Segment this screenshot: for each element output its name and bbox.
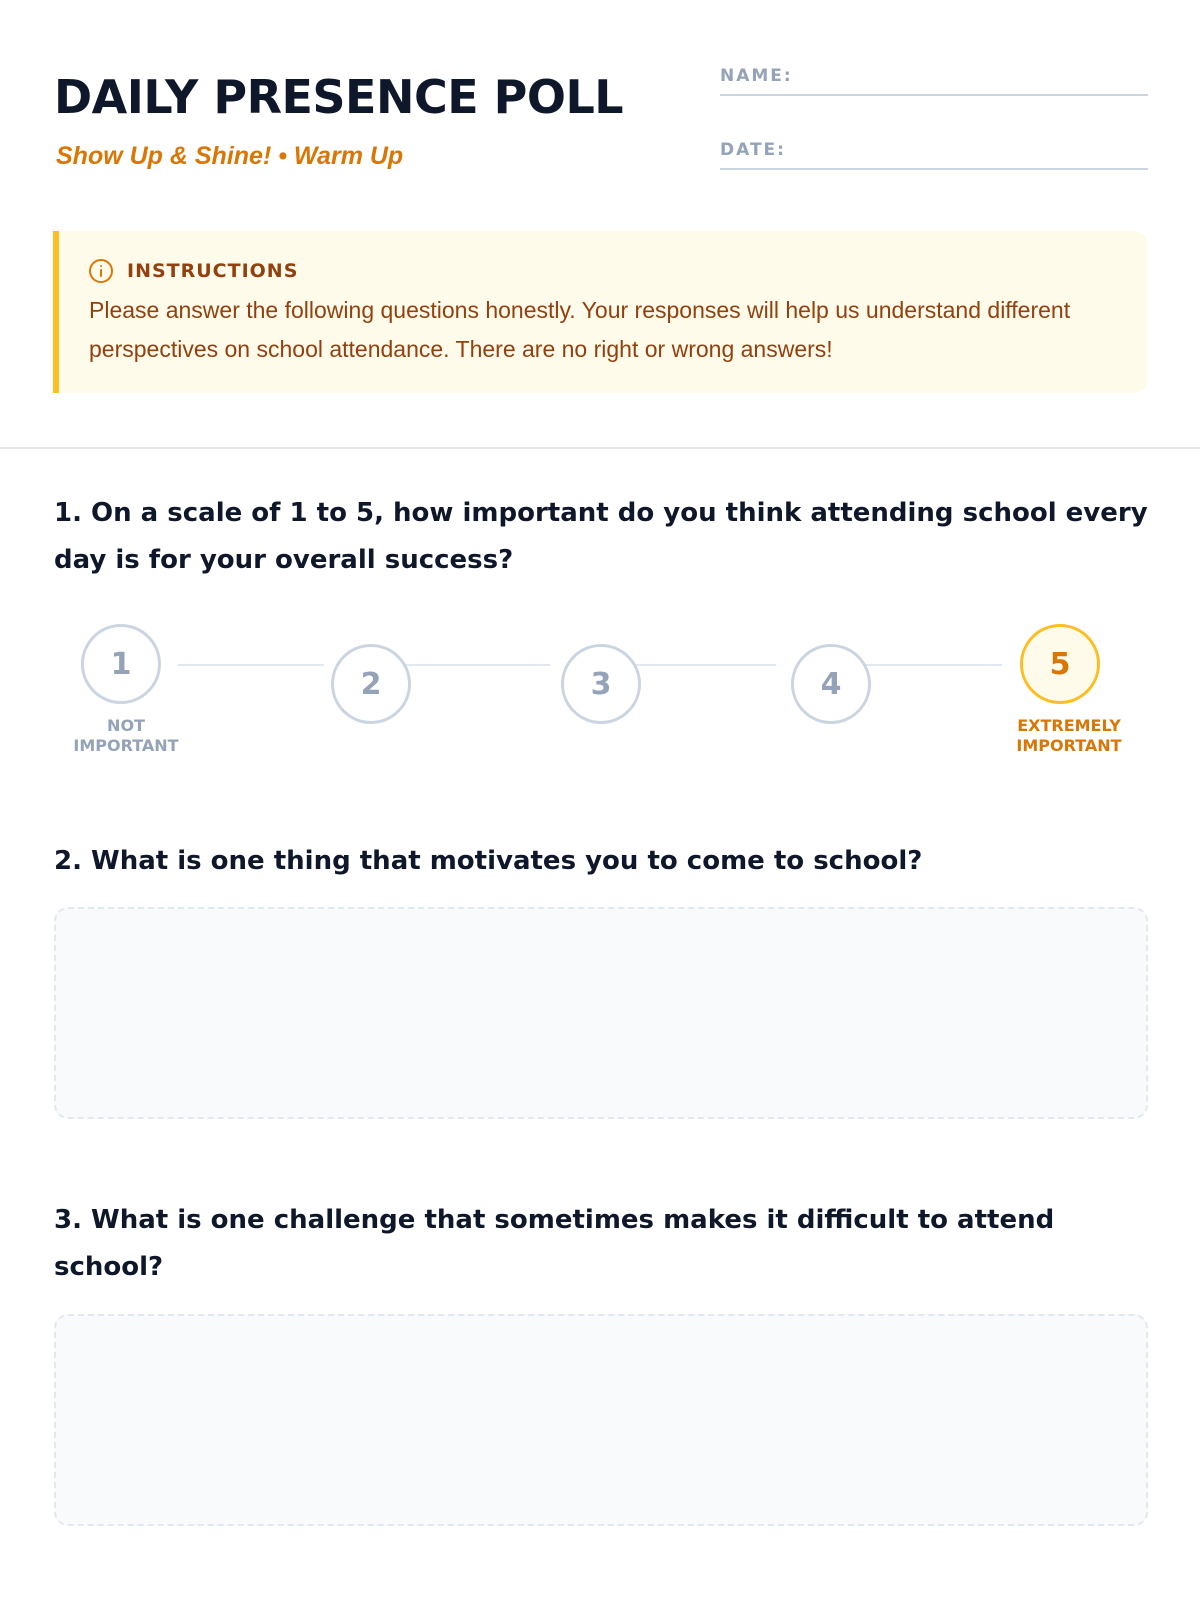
scale-option-5[interactable]: 5 [1020, 624, 1100, 704]
info-icon [89, 259, 113, 283]
scale-option-2[interactable]: 2 [331, 644, 411, 724]
question-2-answer-box[interactable] [54, 907, 1148, 1119]
scale-option-4[interactable]: 4 [791, 644, 871, 724]
question-3-answer-box[interactable] [54, 1314, 1148, 1526]
scale-connector [630, 664, 776, 666]
instructions-text: Please answer the following questions honestly. Your responses will help us understand different perspectives on school attendance. There are no right or wrong answers! [89, 297, 1071, 362]
importance-scale [54, 620, 1148, 760]
instructions-box [53, 231, 1147, 393]
name-field[interactable] [720, 62, 1148, 96]
date-field[interactable] [720, 136, 1148, 170]
scale-connector [178, 664, 324, 666]
scale-option-1[interactable]: 1 [81, 624, 161, 704]
section-divider [0, 447, 1200, 449]
page-subtitle: Show Up & Shine! • Warm Up [56, 142, 404, 170]
question-2-title: 2. What is one thing that motivates you to come to school? [54, 846, 923, 876]
instructions-header [89, 257, 298, 285]
page-title: DAILY PRESENCE POLL [54, 70, 624, 124]
question-1-title: 1. On a scale of 1 to 5, how important do you think attending school every day is for your overall success? [54, 498, 1148, 575]
scale-option-3[interactable]: 3 [561, 644, 641, 724]
instructions-title: INSTRUCTIONS [127, 260, 299, 282]
scale-high-label: EXTREMELY IMPORTANT [1016, 716, 1122, 755]
scale-connector [404, 664, 550, 666]
question-3-title: 3. What is one challenge that sometimes makes it difficult to attend school? [54, 1205, 1055, 1282]
scale-low-label: NOT IMPORTANT [73, 716, 179, 755]
header [54, 66, 1148, 190]
name-label: NAME: [720, 66, 793, 86]
date-label: DATE: [720, 140, 786, 160]
scale-connector [856, 664, 1002, 666]
